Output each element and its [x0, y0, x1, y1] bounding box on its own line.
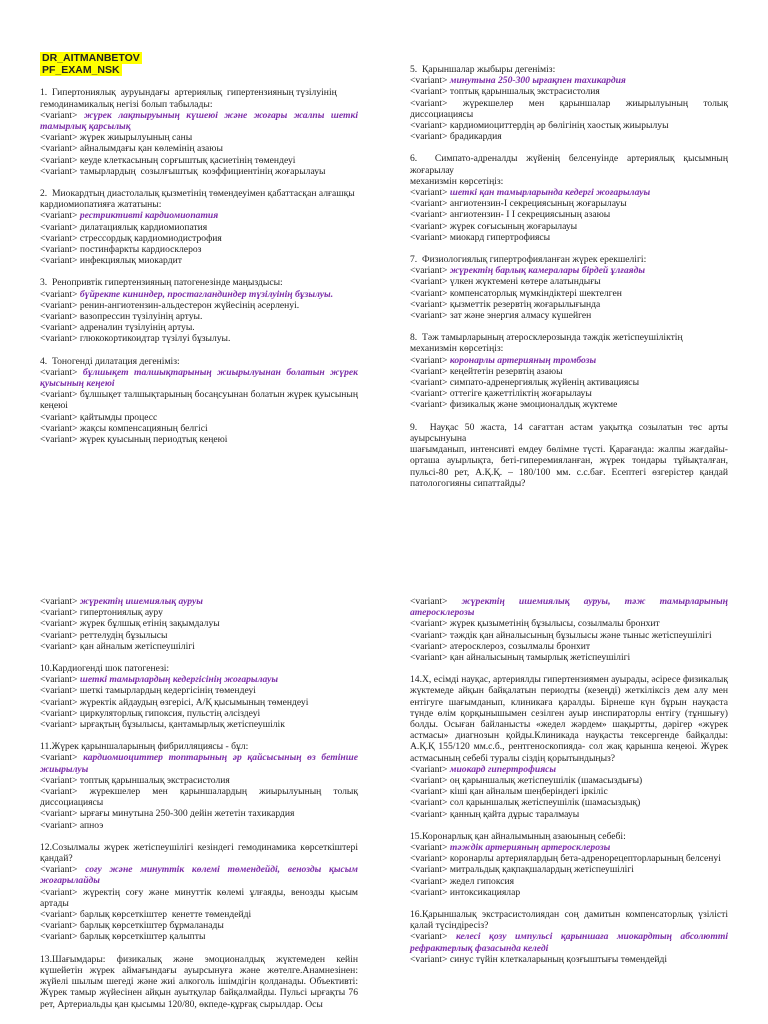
spacer [410, 243, 728, 254]
variant-tag: <variant> [410, 629, 448, 641]
answer-option [410, 954, 728, 965]
answer-option [410, 809, 728, 820]
answer-text: вазопрессин түзілуінің артуы. [79, 311, 203, 323]
spacer [40, 177, 358, 188]
answer-option [40, 909, 358, 920]
answer-text: миокард гипертрофиясы [449, 231, 551, 243]
spacer [40, 652, 358, 663]
variant-tag: <variant> [40, 311, 78, 323]
answer-text: жақсы компенсацияның белгісі [79, 422, 208, 434]
correct-answer-text: коронарлы артерияның тромбозы [449, 354, 597, 366]
answer-text: ырғағы минутына 250-300 дейін жететін тахикардия [79, 808, 295, 820]
correct-answer-option [40, 864, 361, 887]
correct-answer-text: келесі қозу импульсі қарыншаға миокардтың абсолютті рефрактерлық фазасында келеді [410, 931, 731, 954]
variant-tag: <variant> [40, 366, 78, 378]
answer-text: тәждік қан айналысының бұзылысы және тыныс жетіспеушілігі [449, 629, 712, 641]
variant-tag: <variant> [410, 953, 448, 965]
correct-answer-option [410, 75, 728, 86]
answer-text: жүректік айдаудың өзгерісі, А/Қ қысымының төмендеуі [79, 696, 309, 708]
answer-text: инфекциялық миокардит [79, 255, 182, 267]
spacer [410, 411, 728, 422]
answer-option [40, 630, 358, 641]
answer-option [410, 641, 728, 652]
answer-text: барлық көрсеткіштер бұрмаланады [79, 920, 224, 932]
variant-tag: <variant> [410, 97, 448, 109]
variant-tag: <variant> [410, 75, 448, 87]
answer-option [40, 412, 358, 423]
spacer [40, 943, 358, 954]
spacer [40, 831, 358, 842]
variant-tag: <variant> [40, 322, 78, 334]
answer-option [40, 618, 358, 629]
answer-text: сол қарыншалық жетіспеушілік (шамасыздық) [449, 797, 641, 809]
answer-option [40, 708, 358, 719]
answer-option [410, 864, 728, 875]
variant-tag: <variant> [40, 707, 78, 719]
answer-text: ангиотензин-І секрециясының жоғарылауы [449, 198, 627, 210]
variant-tag: <variant> [410, 797, 448, 809]
answer-text: реттелудің бұзылысы [79, 629, 168, 641]
column-bottom-right [410, 596, 731, 965]
answer-option [410, 775, 728, 786]
answer-text: жүрек қуысының периодтық кеңеюі [79, 434, 228, 446]
answer-text: жүректің соғу және минуттік көлемі ұлғаяды, венозды қысым артады [40, 886, 361, 909]
question-text: 3. Ренопривтік гипертензияның патогенезінде маңыздысы: [40, 277, 283, 289]
variant-tag: <variant> [410, 86, 448, 98]
correct-answer-option [40, 674, 358, 685]
variant-tag: <variant> [40, 909, 78, 921]
variant-tag: <variant> [410, 775, 448, 787]
answer-option [40, 166, 358, 177]
spacer [410, 663, 728, 674]
header-line-2: PF_EXAM_NSK [42, 64, 120, 77]
question-text: 7. Физиологиялық гипертрофияланған жүрек ерекшелігі: [410, 254, 647, 266]
variant-tag: <variant> [410, 786, 448, 798]
answer-text: кеуде клеткасының сорғыштық қасиетінің төмендеуі [79, 154, 296, 166]
correct-answer-text: жүректің ишемиялық ауруы [79, 596, 203, 607]
variant-tag: <variant> [40, 819, 78, 831]
correct-answer-text: бұлшықет талшықтарының жиырылуынан болатын жүрек қуысының кеңеюі [40, 366, 361, 390]
variant-tag: <variant> [410, 120, 448, 132]
answer-option [410, 887, 728, 898]
question-text: 8. Тәж тамырларының атеросклерозында тәждік жетіспеушіліктің механизмін көрсетіңіз: [410, 332, 683, 355]
question-text: 14.Х, есімді науқас, артериялды гипертензиямен ауырады, әсіресе физикалық жүктемеде айқын байқалатын периодты (кезеңді) жеткіліксіз дем алу мен ентігуге шағымданып, клиникаға қаралды. Бірнеше күн бұрын науқаста түнде өлім қорқынышымен сезілген ауыр инспираторлы ентігу (тұншығу) болды. Осыған байланысты «жедел жәрдем» шақыртты, дәрігер «жүрек астмасы» диагнозын қойды.Клиникада науқасты тексергенде байқалды: А.Қ.Қ 155/120 мм.с.б., рентгеноскопияда- сол жақ қарынша кеңеюі. Жүрек астмасының себебі туралы сіздің қорытындыңыз? [410, 674, 731, 764]
answer-text: брадикардия [449, 131, 502, 143]
variant-tag: <variant> [410, 231, 448, 243]
variant-tag: <variant> [40, 221, 78, 233]
answer-text: митральдық қақпақшалардың жетіспеушілігі [449, 864, 634, 876]
answer-text: жүрек жиырылуының саны [79, 132, 193, 144]
variant-tag: <variant> [410, 276, 448, 288]
answer-text: барлық көрсеткіштер кенетте төмендейді [79, 909, 252, 921]
variant-tag: <variant> [410, 864, 448, 876]
answer-text: физикалық және эмоционалдық жүктеме [449, 399, 618, 411]
answer-option [410, 366, 728, 377]
correct-answer-text: шеткі тамырлардың кедергісінің жоғарылауы [79, 674, 279, 686]
variant-tag: <variant> [40, 640, 78, 652]
variant-tag: <variant> [40, 422, 78, 434]
variant-tag: <variant> [410, 596, 448, 607]
correct-answer-option [410, 764, 728, 775]
variant-tag: <variant> [40, 255, 78, 267]
question-text: 12.Созылмалы жүрек жетіспеушілігі кезіндегі гемодинамика көрсеткіштері қандай? [40, 841, 363, 865]
variant-tag: <variant> [410, 377, 448, 389]
answer-option [40, 222, 358, 233]
answer-text: ангиотензин- І І секрециясының азаюы [449, 209, 611, 221]
answer-option [40, 808, 358, 819]
answer-text: қан айналысының тамырлық жетіспеушілігі [449, 652, 631, 664]
column-top-left [40, 52, 361, 446]
variant-tag: <variant> [410, 265, 448, 277]
answer-option [40, 143, 358, 154]
answer-option [40, 775, 358, 786]
answer-option [410, 853, 728, 864]
answer-text: жүрек соғысының жоғарылауы [449, 220, 578, 232]
answer-text: қанның қайта дұрыс таралмауы [449, 808, 580, 820]
answer-option [410, 377, 728, 388]
variant-tag: <variant> [410, 365, 448, 377]
variant-tag: <variant> [410, 198, 448, 210]
correct-answer-text: кардиомиоциттер топтарының әр қайсысының өз бетінше жиырылуы [40, 752, 361, 775]
correct-answer-text: тәждік артерияның артеросклерозы [449, 842, 611, 854]
variant-tag: <variant> [40, 299, 78, 311]
answer-option [410, 630, 728, 641]
column-bottom-left [40, 596, 363, 1010]
answer-text: циркуляторлық гипоксия, пульстің әлсіздеуі [79, 707, 261, 719]
variant-tag: <variant> [410, 131, 448, 143]
answer-option [40, 423, 358, 434]
variant-tag: <variant> [40, 288, 78, 300]
answer-option [40, 641, 358, 652]
answer-text: ырғақтың бұзылысы, қантамырлық жетіспеушілік [79, 719, 285, 731]
variant-tag: <variant> [40, 886, 78, 898]
variant-tag: <variant> [40, 210, 78, 222]
variant-tag: <variant> [410, 931, 448, 943]
answer-option [40, 155, 358, 166]
answer-text: шеткі тамырлардың кедергісінің төмендеуі [79, 685, 256, 697]
answer-option [410, 120, 728, 131]
answer-option [40, 300, 358, 311]
variant-tag: <variant> [40, 864, 78, 876]
variant-tag: <variant> [40, 685, 78, 697]
answer-text: дилатациялық кардиомиопатия [79, 221, 208, 233]
answer-option [410, 786, 728, 797]
correct-answer-text: миокард гипертрофиясы [449, 763, 557, 775]
answer-text: тамырлардың созылғыштық коэффициентінің жоғарылауы [79, 165, 326, 177]
question-text: 16.Қарыншалық экстрасистолиядан соң дамитын компенсаторлық үзілісті қалай түсіндіресіз? [410, 909, 731, 932]
variant-tag: <variant> [410, 388, 448, 400]
spacer [40, 345, 358, 356]
answer-text: постинфаркты кардиосклероз [79, 244, 202, 256]
answer-text: глюкокортикоидтар түзілуі бұзылуы. [79, 333, 231, 345]
correct-answer-text: жүректің барлық камералары бірдей ұлғаяды [449, 265, 646, 277]
answer-option [40, 786, 361, 809]
answer-option [410, 310, 728, 321]
variant-tag: <variant> [40, 920, 78, 932]
correct-answer-text: жүректің ишемиялық ауруы, тәж тамырларының атеросклерозы [410, 596, 731, 619]
spacer [410, 142, 728, 153]
variant-tag: <variant> [410, 310, 448, 322]
answer-option [40, 607, 358, 618]
answer-option [40, 685, 358, 696]
question-text: 6. Симпато-адреналды жүйенің белсенуінде артериялық қысымның жоғарылау механизмін көрсетіңіз: [410, 153, 728, 187]
column-top-right [410, 64, 731, 489]
variant-tag: <variant> [40, 696, 78, 708]
answer-text: жүрекшелер мен қарыншалар жиырылуының толық диссоциациясы [410, 97, 731, 120]
variant-tag: <variant> [410, 187, 448, 199]
answer-option [40, 434, 358, 445]
answer-option [410, 221, 728, 232]
variant-tag: <variant> [40, 132, 78, 144]
variant-tag: <variant> [40, 232, 78, 244]
answer-option [410, 276, 728, 287]
answer-text: интоксикациялар [449, 886, 521, 898]
variant-tag: <variant> [40, 389, 78, 401]
variant-tag: <variant> [40, 596, 78, 607]
correct-answer-text: шеткі қан тамырларында кедергі жоғарылауы [449, 187, 651, 199]
answer-option [40, 311, 358, 322]
variant-tag: <variant> [410, 209, 448, 221]
correct-answer-option [410, 265, 728, 276]
variant-tag: <variant> [410, 399, 448, 411]
answer-option [410, 652, 728, 663]
answer-text: апноэ [79, 819, 104, 831]
answer-option [410, 232, 728, 243]
variant-tag: <variant> [40, 774, 78, 786]
variant-tag: <variant> [410, 354, 448, 366]
correct-answer-text: минутына 250-300 ырғақпен тахикардия [449, 75, 626, 87]
answer-option [410, 299, 728, 310]
variant-tag: <variant> [40, 411, 78, 423]
answer-text: симпато-адренергиялық жүйенің активациясы [449, 377, 640, 389]
variant-tag: <variant> [40, 165, 78, 177]
answer-text: топтық қарыншалық экстрасистолия [449, 86, 600, 98]
variant-tag: <variant> [410, 640, 448, 652]
variant-tag: <variant> [40, 434, 78, 446]
answer-text: оң қарыншалық жетіспеушілік (шамасыздығы) [449, 775, 643, 787]
variant-tag: <variant> [40, 719, 78, 731]
answer-option [410, 388, 728, 399]
question-text: 1. Гипертониялық ауруындағы артериялық гипертензияның түзілуінің гемодинамикалық негізі болып табылады: [40, 87, 337, 110]
doc-header [40, 52, 358, 76]
answer-option [410, 876, 728, 887]
answer-text: топтық қарыншалық экстрасистолия [79, 774, 230, 786]
answer-option [40, 389, 361, 412]
variant-tag: <variant> [40, 786, 78, 798]
answer-option [410, 198, 728, 209]
answer-option [40, 920, 358, 931]
correct-answer-text: рестриктивті кардиомиопатия [79, 210, 219, 222]
answer-text: жүрек бұлшық етінің зақымдалуы [79, 618, 220, 630]
variant-tag: <variant> [410, 808, 448, 820]
question-text: 15.Коронарлық қан айналымының азаюының себебі: [410, 830, 626, 842]
variant-tag: <variant> [40, 333, 78, 345]
variant-tag: <variant> [410, 853, 448, 865]
answer-option [40, 322, 358, 333]
answer-option [40, 931, 358, 942]
answer-option [40, 820, 358, 831]
spacer [40, 730, 358, 741]
variant-tag: <variant> [40, 674, 78, 686]
variant-tag: <variant> [410, 842, 448, 854]
header-line-1: DR_AITMANBETOV [42, 52, 140, 64]
answer-text: қызметтік резервтің жоғарылығында [449, 298, 601, 310]
answer-option [40, 719, 358, 730]
variant-tag: <variant> [40, 244, 78, 256]
variant-tag: <variant> [40, 109, 78, 121]
correct-answer-option [40, 289, 358, 300]
answer-text: кіші қан айналым шеңберіндегі іркіліс [449, 786, 608, 798]
variant-tag: <variant> [410, 875, 448, 887]
variant-tag: <variant> [40, 752, 78, 764]
variant-tag: <variant> [410, 652, 448, 664]
answer-text: ренин-ангиотензин-альдестерон жүйесінің әсерленуі. [79, 299, 300, 311]
spacer [40, 266, 358, 277]
question-text: 2. Миокардтың диастолалық қызметінің төмендеуімен қабаттасқан алғашқы кардиомиопатияға жататыны: [40, 188, 355, 211]
answer-text: үлкен жүктемені көтере алатындығы [449, 276, 601, 288]
question-text: 13.Шағымдары: физикалық және эмоционалдық жүктемеден кейін күшейетін жүрек аймағындағы ауырсынуға және жөтелге.Анамнезінен: жүйелі шылым шегеді және жиі алкоголь ішімдігін қолданады. Объективті: Жүрек тамыр жүйесінен айқын ауытқулар байқалмайды. Пульсі ырғақты 76 рет, Артериальды қан қысымы 120/80, өкпеде-құрғақ сырылдар. Осы [40, 953, 361, 1010]
answer-text: бұлшықет талшықтарының босаңсуынан болатын жүрек қуысының кеңеюі [40, 389, 361, 412]
correct-answer-option [410, 931, 731, 954]
answer-text: жүрек қызыметінің бұзылысы, созылмалы бронхит [449, 618, 660, 630]
correct-answer-option [410, 355, 728, 366]
variant-tag: <variant> [40, 143, 78, 155]
answer-option [40, 333, 358, 344]
answer-text: жүрекшелер мен қарыншалардың жиырылуының толық диссоциациясы [40, 786, 361, 809]
variant-tag: <variant> [40, 618, 78, 630]
answer-option [410, 618, 728, 629]
correct-answer-option [40, 109, 361, 133]
answer-text: компенсаторлық мүмкіндіктері шектелген [449, 287, 622, 299]
variant-tag: <variant> [410, 298, 448, 310]
answer-text: стрессордық кардиомиодистрофия [79, 232, 222, 244]
answer-option [40, 886, 361, 909]
correct-answer-option [410, 187, 728, 198]
answer-option [40, 233, 358, 244]
answer-option [40, 697, 358, 708]
variant-tag: <variant> [40, 629, 78, 641]
variant-tag: <variant> [410, 287, 448, 299]
variant-tag: <variant> [40, 607, 78, 619]
question-text: 4. Тоногенді дилатация дегеніміз: [40, 355, 180, 367]
answer-text: зат және энергия алмасу күшейген [449, 310, 592, 322]
correct-answer-option [40, 596, 358, 607]
spacer [410, 898, 728, 909]
variant-tag: <variant> [410, 618, 448, 630]
question-text: 11.Жүрек қарыншаларының фибрилляциясы - бұл: [40, 741, 249, 753]
variant-tag: <variant> [40, 808, 78, 820]
answer-text: қан айналым жетіспеушілігі [79, 640, 195, 652]
answer-option [410, 209, 728, 220]
answer-text: жедел гипоксия [449, 875, 515, 887]
answer-text: кеңейтетін резервтің азаюы [449, 365, 563, 377]
answer-option [40, 255, 358, 266]
answer-text: оттегіге қажеттіліктің жоғарылауы [449, 388, 592, 400]
answer-text: барлық көрсеткіштер қалыпты [79, 931, 206, 943]
answer-option [410, 131, 728, 142]
correct-answer-option [410, 596, 731, 619]
answer-option [40, 132, 358, 143]
variant-tag: <variant> [410, 886, 448, 898]
question-text: 9. Науқас 50 жаста, 14 сағаттан астам уақытқа созылатын төс арты ауырсынуына шағымданып, интенсивті емдеу бөлімне түсті. Қарағанда: жалпы жағдайы-орташа ауырлықта, беті-гиперемияланған, жүрек тондары тұйықталған, пульсі-80 рет, А.Қ.Қ. – 180/100 мм. с.с.бағ. Есептегі өзгерістер қандай патологогияны сипаттайды? [410, 421, 728, 489]
answer-text: адреналин түзілуінің артуы. [79, 322, 195, 334]
question-text: 10.Кардиогенді шок патогенезі: [40, 663, 170, 675]
answer-option [410, 399, 728, 410]
correct-answer-option [40, 366, 361, 390]
variant-tag: <variant> [410, 220, 448, 232]
answer-option [410, 97, 731, 120]
answer-option [40, 244, 358, 255]
answer-text: синус түйін клеткаларының қозғыштығы төмендейді [449, 953, 668, 965]
answer-option [410, 86, 728, 97]
answer-text: қайтымды процесс [79, 411, 158, 423]
correct-answer-text: жүрек лақтыруының күшеюі және жоғары жалпы шеткі тамырлық қарсылық [40, 109, 361, 133]
correct-answer-option [40, 210, 358, 221]
spacer [410, 820, 728, 831]
answer-option [410, 288, 728, 299]
question-text: 5. Қарыншалар жыбыры дегеніміз: [410, 64, 556, 75]
variant-tag: <variant> [40, 931, 78, 943]
answer-text: гипертониялық ауру [79, 607, 163, 619]
answer-text: айналымдағы қан көлемінің азаюы [79, 143, 223, 155]
spacer [410, 321, 728, 332]
answer-text: коронарлы артериялардың бета-адренорецепторларының белсенуі [449, 853, 721, 865]
answer-text: атеросклероз, созылмалы бронхит [449, 640, 591, 652]
correct-answer-option [410, 842, 728, 853]
variant-tag: <variant> [410, 763, 448, 775]
variant-tag: <variant> [40, 154, 78, 166]
correct-answer-text: бүйректе кининдер, простагландиндер түзілуінің бұзылуы. [79, 288, 334, 300]
correct-answer-text: соғу және минуттік көлемі төмендейді, венозды қысым жоғарылайды [40, 864, 361, 887]
correct-answer-option [40, 752, 361, 775]
answer-option [410, 797, 728, 808]
answer-text: кардиомиоциттердің әр бөлігінің хаостық жиырылуы [449, 120, 669, 132]
